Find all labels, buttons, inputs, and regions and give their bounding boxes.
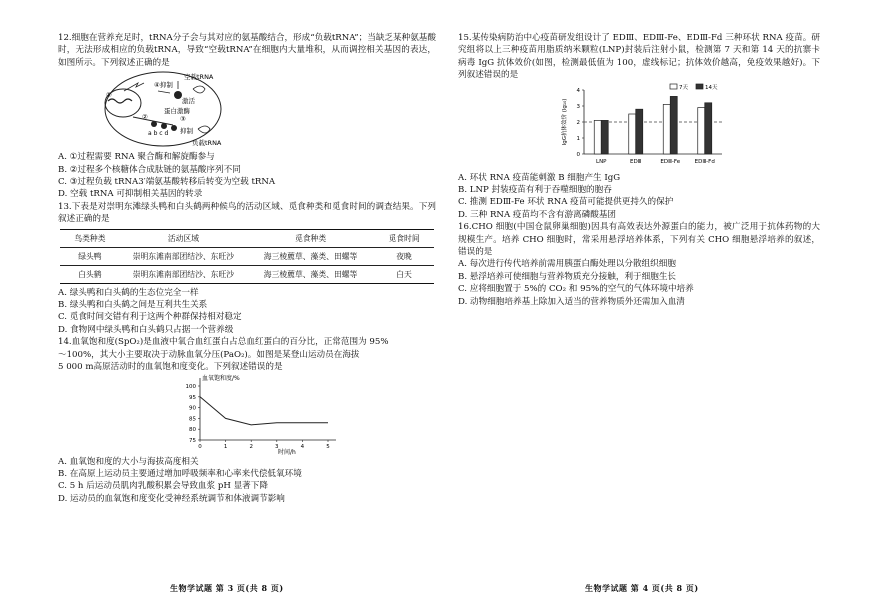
bar-day14: [636, 109, 643, 154]
y-tick-label: 4: [576, 87, 580, 94]
table-cell: 海三棱藨草、藻类、田螺等: [247, 265, 374, 283]
x-tick-label: 5: [326, 443, 330, 450]
bar-day14: [601, 120, 608, 154]
bird-survey-table: [60, 229, 434, 284]
question-12-option-b: B. ②过程多个核糖体合成肽链的氨基酸序列不同: [58, 164, 241, 175]
legend-swatch: [670, 84, 677, 89]
question-12-figure: [58, 69, 436, 149]
spo2-line-chart: [178, 374, 348, 456]
table-header: 活动区域: [120, 229, 247, 247]
question-14-option-c: C. 5 h 后运动员肌肉乳酸积累会导致血浆 pH 显著下降: [58, 481, 268, 492]
bar-day7: [698, 107, 705, 153]
question-14: [58, 336, 436, 505]
question-13: [58, 201, 436, 336]
question-12: [58, 32, 436, 201]
question-14-stem-line-2: ～100%，其大小主要取决于动脉血氧分压(PaO₂)。如图是某登山运动员在海拔: [58, 349, 360, 360]
question-12-stem: 12.细胞在营养充足时，tRNA分子会与其对应的氨基酸结合，形成“负载tRNA”；当缺乏某种氨基酸时，无法形成相应的负载tRNA，导致“空载tRNA”在细胞内大量堆积，从而调控相关基因的表达，如图所示。下列叙述正确的是: [58, 33, 436, 68]
table-header: 觅食时间: [374, 229, 434, 247]
x-tick-label: 4: [300, 443, 305, 450]
question-13-option-c: C. 觅食时间交错有利于这两个种群保持相对稳定: [58, 312, 242, 323]
spo2-series-line: [200, 396, 328, 424]
question-15-option-c: C. 推测 EDⅢ-Fe 环状 RNA 疫苗可能提供更持久的保护: [458, 197, 674, 208]
label-inhibit-4: ④抑制: [154, 81, 173, 90]
x-tick-label: 0: [198, 443, 202, 450]
table-header: 鸟类种类: [60, 229, 120, 247]
loaded-trna-icon: [198, 126, 210, 133]
y-tick-label: 95: [189, 394, 196, 401]
table-cell: 白头鹤: [60, 265, 120, 283]
gene-regulation-diagram: [58, 69, 308, 149]
label-activate: 激活: [182, 97, 195, 106]
question-14-figure: [58, 374, 436, 456]
question-16-option-d: D. 动物细胞培养基上除加入适当的营养物质外还需加入血清: [458, 296, 685, 307]
label-ribosome-letters: a b c d: [148, 130, 169, 138]
page-footer-right: 生物学试题 第 4 页(共 8 页): [585, 583, 699, 593]
question-16: [458, 221, 820, 308]
y-tick-label: 0: [576, 151, 580, 158]
left-page: [58, 32, 436, 505]
question-14-option-d: D. 运动员的血氧饱和度变化受神经系统调节和体液调节影响: [58, 493, 285, 504]
question-16-option-c: C. 应将细胞置于 5%的 CO₂ 和 95%的空气的气体环境中培养: [458, 284, 694, 295]
question-16-option-a: A. 每次进行传代培养前需用胰蛋白酶处理以分散组织细胞: [458, 259, 676, 270]
y-tick-label: 3: [576, 103, 580, 110]
question-15-option-d: D. 三种 RNA 疫苗均不含有游离磷酸基团: [458, 209, 617, 220]
question-16-option-b: B. 悬浮培养可使细胞与营养物质充分接触，利于细胞生长: [458, 271, 677, 282]
question-16-stem: 16.CHO 细胞(中国仓鼠卵巢细胞)因具有高效表达外源蛋白的能力，被广泛用于抗体药物的大规模生产。培养 CHO 细胞时，常采用悬浮培养体系，下列有关 CHO 细胞悬浮培养的叙述，错误的是: [458, 222, 820, 258]
ribosome-icon: [161, 123, 167, 129]
y-tick-label: 1: [576, 135, 580, 142]
x-tick-label: EDⅢ: [629, 158, 642, 165]
label-empty-trna: 空载tRNA: [184, 73, 214, 82]
table-header: 觅食种类: [247, 229, 374, 247]
right-page: [458, 32, 820, 308]
table-cell: 崇明东滩南部团结沙、东旺沙: [120, 265, 247, 283]
question-12-option-c: C. ③过程负载 tRNA3′端氨基酸转移后转变为空载 tRNA: [58, 177, 276, 188]
y-tick-label: 85: [189, 415, 196, 422]
x-tick-label: 3: [275, 443, 279, 450]
ribosome-icon: [151, 121, 157, 127]
question-13-stem: 13.下表是对崇明东滩绿头鸭和白头鹤两种候鸟的活动区域、觅食种类和觅食时间的调查结果。下列叙述正确的是: [58, 201, 436, 225]
question-15-option-a: A. 环状 RNA 疫苗能刺激 B 细胞产生 IgG: [458, 172, 621, 183]
label-inhibit: 抑制: [180, 127, 193, 136]
x-tick-label: LNP: [596, 158, 607, 165]
question-14-stem-line-1: 14.血氧饱和度(SpO₂)是血液中氧合血红蛋白占总血红蛋白的百分比，正常范围为 95%: [58, 337, 389, 348]
y-tick-label: 80: [189, 426, 196, 433]
bar-day7: [663, 104, 670, 154]
x-tick-label: 2: [249, 443, 253, 450]
x-tick-label: 1: [223, 443, 228, 450]
question-15-stem: 15.某传染病防治中心疫苗研发组设计了 EDⅢ、EDⅢ-Fe、EDⅢ-Fd 三种环状 RNA 疫苗。研究组将以上三种疫苗用脂质纳米颗粒(LNP)封装后注射小鼠，检测第 7 天和第 14 天的抗寨卡病毒 IgG 抗体效价(如图，检测最低值为 100，虚线标记；抗体效价越高，免疫效果越好)。下列叙述错误的是: [458, 33, 820, 81]
table-cell: 夜晚: [374, 247, 434, 265]
ribosome-icon: [171, 125, 177, 131]
question-13-option-d: D. 食物网中绿头鸭和白头鹤只占据一个营养级: [58, 324, 234, 335]
question-12-option-d: D. 空载 tRNA 可抑制相关基因的转录: [58, 189, 203, 200]
page-footer-left: 生物学试题 第 3 页(共 8 页): [170, 583, 284, 593]
y-tick-label: 2: [576, 119, 580, 126]
question-15-option-b: B. LNP 封装疫苗有利于吞噬细胞的胞吞: [458, 185, 612, 196]
legend-label: 7天: [679, 84, 688, 91]
label-step-1: ①: [106, 91, 112, 100]
question-14-stem-line-3: 5 000 m高原活动时的血氧饱和度变化。下列叙述错误的是: [58, 362, 283, 373]
question-15: [458, 32, 820, 221]
label-protein-kinase: 蛋白激酶: [164, 107, 190, 116]
table-cell: 崇明东滩南部团结沙、东旺沙: [120, 247, 247, 265]
y-tick-label: 75: [189, 437, 196, 444]
question-15-figure: [458, 82, 820, 172]
table-row: [60, 247, 434, 265]
bar-day7: [594, 120, 601, 154]
x-tick-label: EDⅢ-Fd: [694, 158, 715, 165]
table-cell: 海三棱藨草、藻类、田螺等: [247, 247, 374, 265]
label-step-3: ③: [180, 115, 186, 124]
empty-trna-icon: [193, 86, 205, 93]
table-cell: 绿头鸭: [60, 247, 120, 265]
question-12-option-a: A. ①过程需要 RNA 聚合酶和解旋酶参与: [58, 152, 215, 163]
y-tick-label: 100: [185, 383, 196, 390]
question-14-option-b: B. 在高原上运动员主要通过增加呼吸频率和心率来代偿低氧环境: [58, 468, 302, 479]
y-axis-label: IgG抗体效价 (lg₁₀): [562, 98, 568, 146]
legend-swatch: [696, 84, 703, 89]
table-header-row: [60, 229, 434, 247]
protein-kinase-icon: [174, 91, 182, 99]
dna-strand: [108, 99, 132, 103]
question-13-option-a: A. 绿头鸭和白头鹤的生态位完全一样: [58, 287, 199, 298]
bar-day14: [670, 96, 677, 154]
question-14-option-a: A. 血氧饱和度的大小与海拔高度相关: [58, 456, 199, 467]
bar-day14: [705, 102, 712, 153]
inhibit-line: [158, 91, 170, 93]
table-row: [60, 265, 434, 283]
label-loaded-trna: 负载tRNA: [192, 139, 222, 148]
question-13-option-b: B. 绿头鸭和白头鹤之间是互利共生关系: [58, 300, 208, 311]
x-tick-label: EDⅢ-Fe: [660, 158, 681, 165]
y-tick-label: 90: [189, 405, 196, 412]
x-axis-label: 时间/h: [278, 448, 296, 456]
y-axis-label: 血氧饱和度/%: [202, 374, 240, 382]
table-cell: 白天: [374, 265, 434, 283]
legend-label: 14天: [705, 84, 718, 91]
igg-bar-chart: [558, 82, 728, 172]
bar-day7: [629, 114, 636, 154]
label-step-2: ②: [142, 113, 148, 122]
